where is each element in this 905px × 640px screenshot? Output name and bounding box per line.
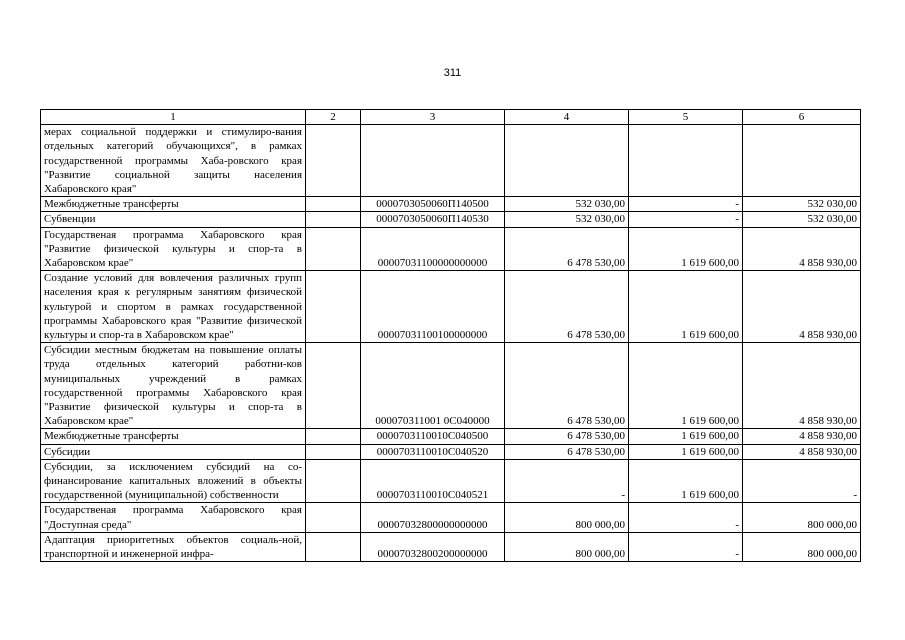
table-row (41, 343, 861, 429)
row-value-col5 (629, 125, 743, 197)
column-header: 4 (505, 110, 629, 125)
row-value-col5: 1 619 600,00 (629, 343, 743, 429)
row-value-col5: - (629, 197, 743, 212)
table-row (41, 271, 861, 343)
table-row (41, 125, 861, 197)
row-code-cell: 00007031100000000000 (361, 227, 505, 271)
row-col2-cell (306, 197, 361, 212)
row-col2-cell (306, 444, 361, 459)
row-col2-cell (306, 459, 361, 503)
row-value-col4: 800 000,00 (505, 532, 629, 561)
table-row (41, 429, 861, 444)
row-col2-cell (306, 429, 361, 444)
row-value-col4: - (505, 459, 629, 503)
row-value-col6: 4 858 930,00 (743, 271, 861, 343)
row-value-col5: 1 619 600,00 (629, 271, 743, 343)
row-value-col5: - (629, 212, 743, 227)
row-col2-cell (306, 125, 361, 197)
row-name-cell: Субсидии местным бюджетам на повышение оплаты труда отдельных категорий работни-ков муниципальных учреждений в рамках государственной программы Хабаровского края "Развитие физической культуры и спор-та в Хабаровском крае" (41, 343, 306, 429)
table-row (41, 532, 861, 561)
column-header: 5 (629, 110, 743, 125)
row-name-cell: Государственая программа Хабаровского края "Развитие физической культуры и спор-та в Хабаровском крае" (41, 227, 306, 271)
row-code-cell: 0000703050060П140530 (361, 212, 505, 227)
row-name-cell: Межбюджетные трансферты (41, 429, 306, 444)
row-col2-cell (306, 343, 361, 429)
row-code-cell: 0000703110010С040500 (361, 429, 505, 444)
row-name-cell: Субвенции (41, 212, 306, 227)
row-name-cell: Адаптация приоритетных объектов социаль-ной, транспортной и инженерной инфра- (41, 532, 306, 561)
table-row (41, 197, 861, 212)
row-code-cell: 0000703110010С040521 (361, 459, 505, 503)
row-name-cell: Государственая программа Хабаровского края "Доступная среда" (41, 503, 306, 532)
row-name-cell: мерах социальной поддержки и стимулиро-вания отдельных категорий обучающихся", в рамках государственной программы Хаба-ровского края "Развитие социальной защиты населения Хабаровского края" (41, 125, 306, 197)
row-col2-cell (306, 532, 361, 561)
row-value-col6: - (743, 459, 861, 503)
row-code-cell (361, 125, 505, 197)
row-value-col5: - (629, 532, 743, 561)
row-code-cell: 00007032800000000000 (361, 503, 505, 532)
row-value-col6 (743, 125, 861, 197)
column-header: 1 (41, 110, 306, 125)
row-value-col4: 6 478 530,00 (505, 343, 629, 429)
row-col2-cell (306, 227, 361, 271)
table-header-row (41, 110, 861, 125)
table-row (41, 444, 861, 459)
row-value-col6: 4 858 930,00 (743, 343, 861, 429)
table-row (41, 227, 861, 271)
row-value-col4: 6 478 530,00 (505, 429, 629, 444)
row-value-col4: 800 000,00 (505, 503, 629, 532)
budget-table (40, 109, 861, 562)
row-value-col5: 1 619 600,00 (629, 227, 743, 271)
row-value-col6: 800 000,00 (743, 503, 861, 532)
row-col2-cell (306, 503, 361, 532)
row-value-col5: - (629, 503, 743, 532)
row-value-col5: 1 619 600,00 (629, 429, 743, 444)
row-code-cell: 00007032800200000000 (361, 532, 505, 561)
row-value-col4 (505, 125, 629, 197)
row-name-cell: Субсидии, за исключением субсидий на со-финансирование капитальных вложений в объекты государственной (муниципальной) собственности (41, 459, 306, 503)
row-value-col4: 6 478 530,00 (505, 271, 629, 343)
table-row (41, 212, 861, 227)
row-code-cell: 00007031100100000000 (361, 271, 505, 343)
column-header: 3 (361, 110, 505, 125)
row-value-col4: 532 030,00 (505, 197, 629, 212)
row-name-cell: Субсидии (41, 444, 306, 459)
row-col2-cell (306, 212, 361, 227)
column-header: 2 (306, 110, 361, 125)
row-value-col5: 1 619 600,00 (629, 444, 743, 459)
row-value-col4: 6 478 530,00 (505, 227, 629, 271)
row-code-cell: 0000703110010С040520 (361, 444, 505, 459)
row-code-cell: 000070311001 0С040000 (361, 343, 505, 429)
table-row (41, 459, 861, 503)
column-header: 6 (743, 110, 861, 125)
row-value-col6: 532 030,00 (743, 197, 861, 212)
row-value-col6: 4 858 930,00 (743, 429, 861, 444)
page-number: 311 (443, 67, 462, 79)
row-value-col6: 4 858 930,00 (743, 227, 861, 271)
row-value-col4: 532 030,00 (505, 212, 629, 227)
row-name-cell: Создание условий для вовлечения различных групп населения края к регулярным занятиям физической культурой и спортом в рамках государственной программы Хабаровского края "Развитие физической культуры и спор-та в Хабаровском крае" (41, 271, 306, 343)
row-col2-cell (306, 271, 361, 343)
row-value-col6: 532 030,00 (743, 212, 861, 227)
row-code-cell: 0000703050060П140500 (361, 197, 505, 212)
row-value-col5: 1 619 600,00 (629, 459, 743, 503)
row-value-col6: 800 000,00 (743, 532, 861, 561)
row-name-cell: Межбюджетные трансферты (41, 197, 306, 212)
row-value-col4: 6 478 530,00 (505, 444, 629, 459)
row-value-col6: 4 858 930,00 (743, 444, 861, 459)
table-row (41, 503, 861, 532)
